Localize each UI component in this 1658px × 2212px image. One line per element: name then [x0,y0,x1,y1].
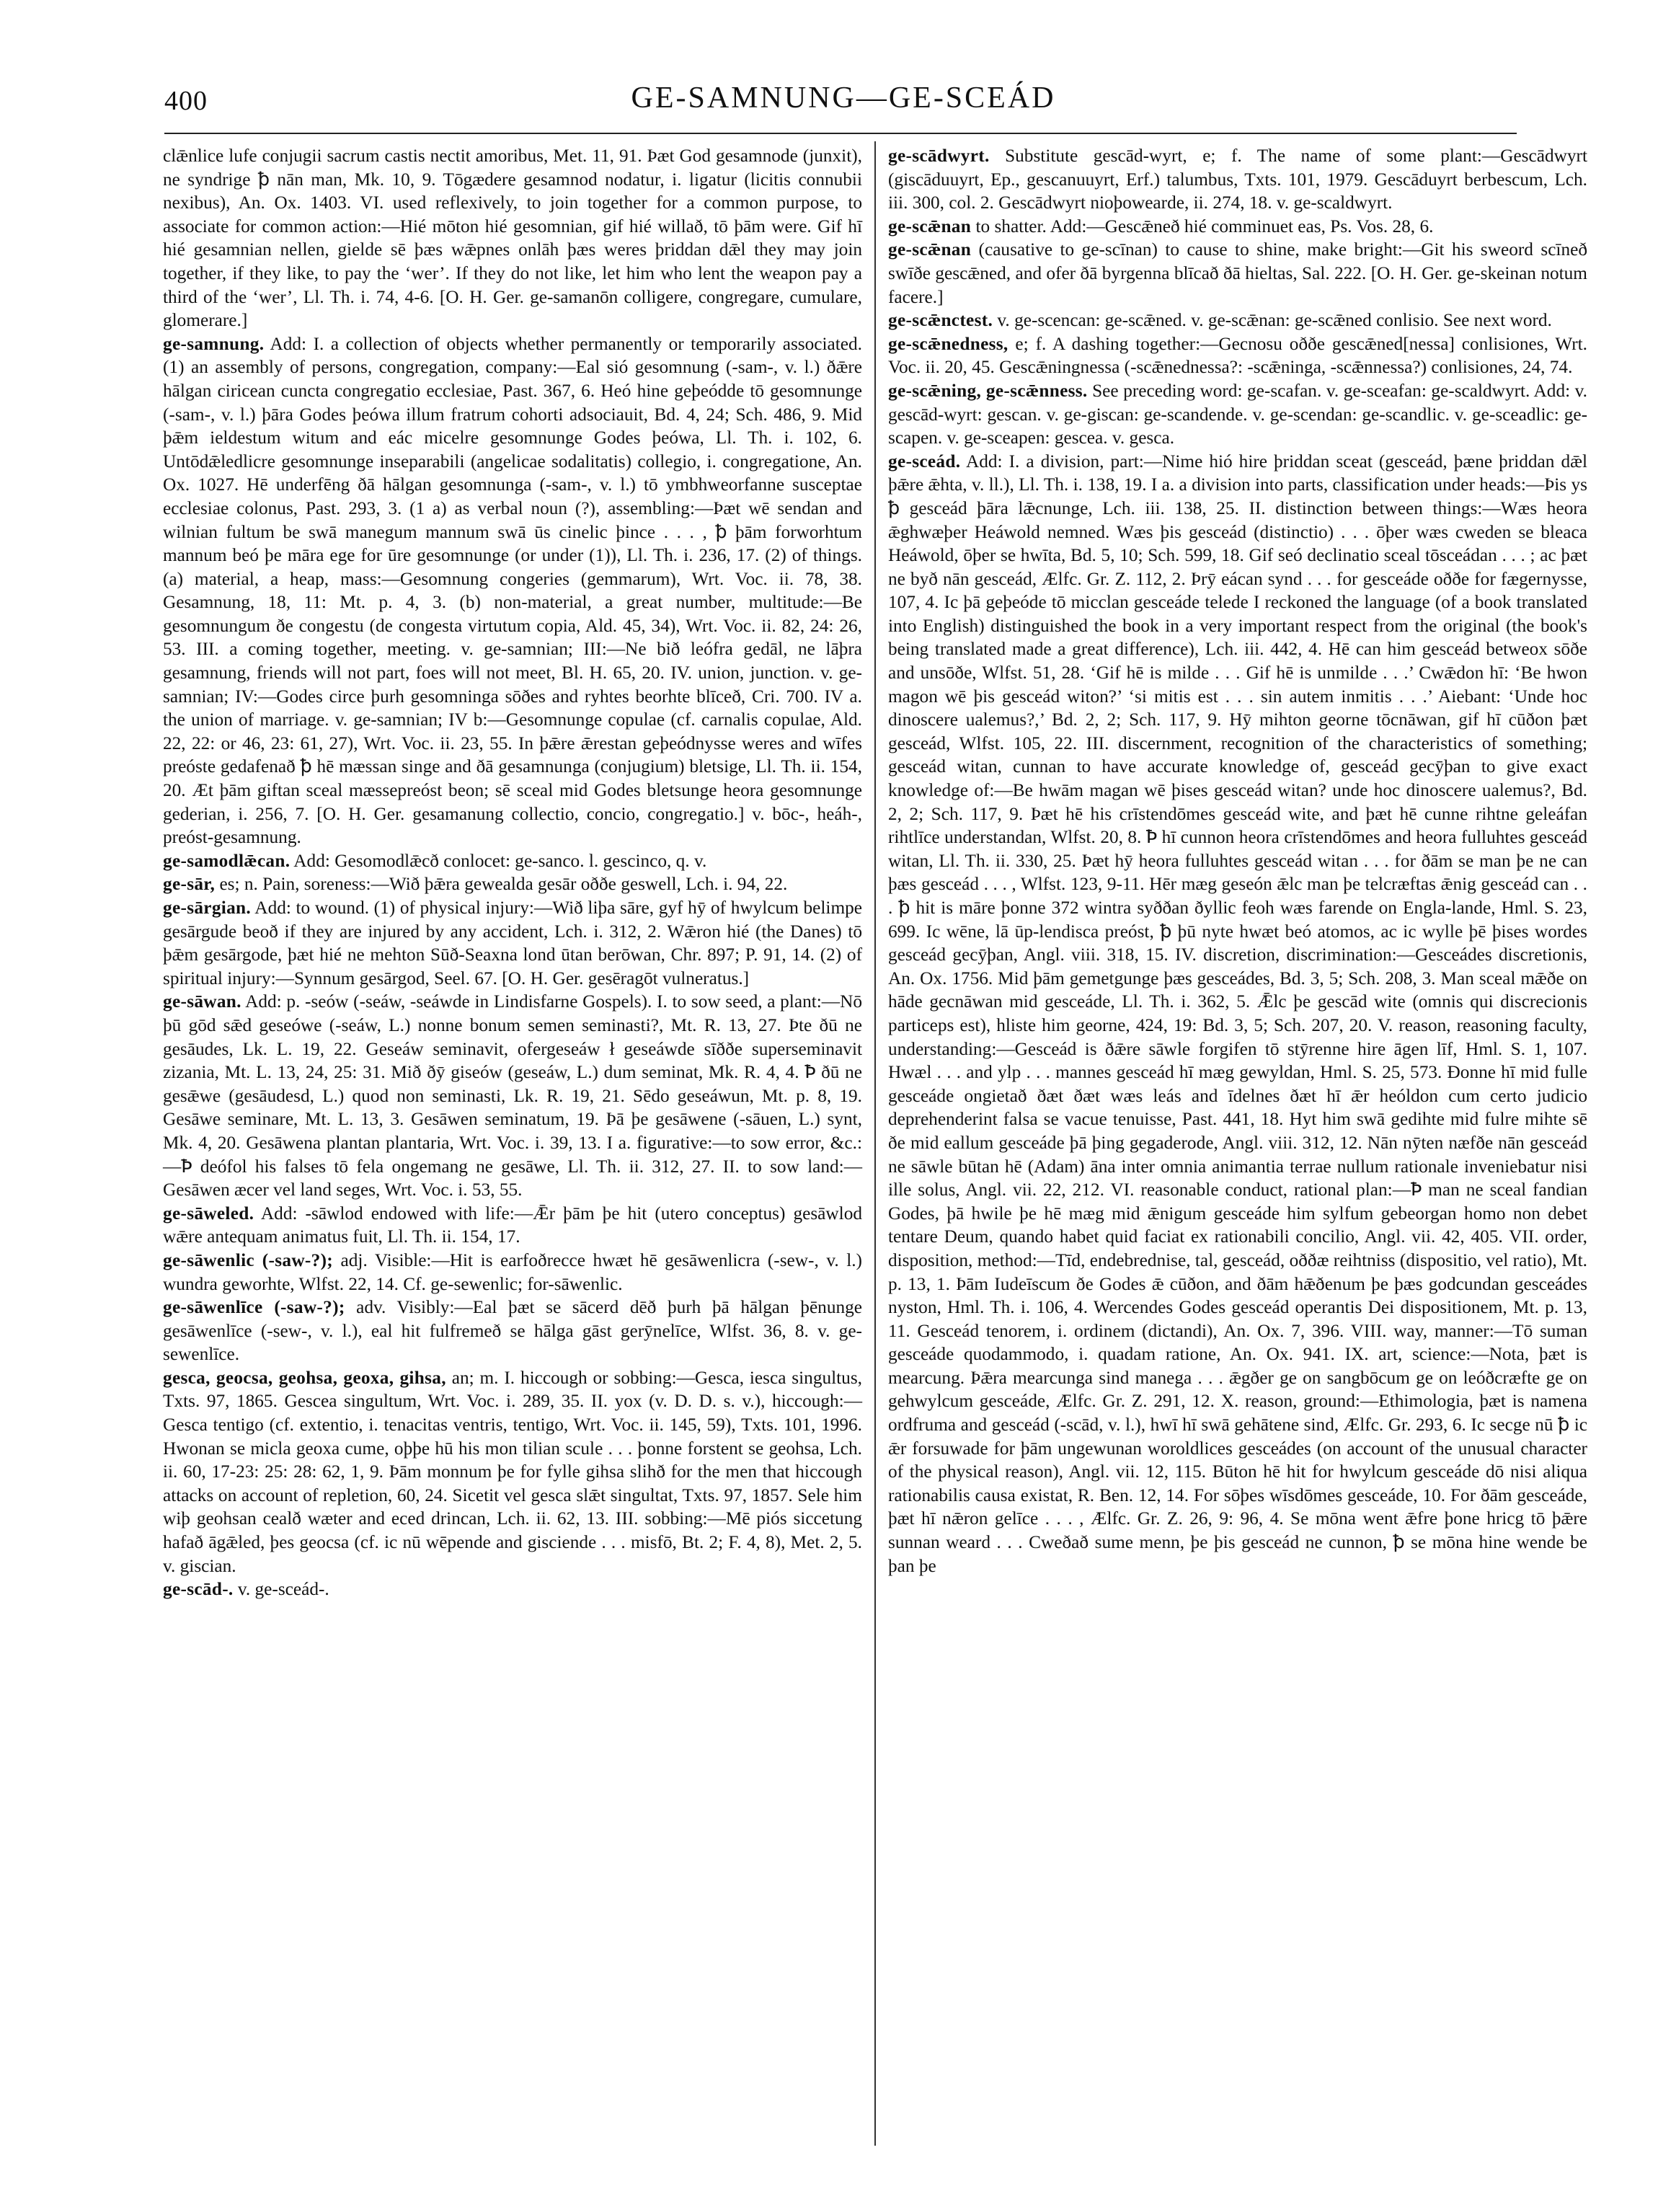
entry-headword: ge-scǣnedness, [888,333,1008,354]
entry-text: Add: I. a collection of objects whether permanently or temporarily associated. (1) an assembly of persons, congregation, company:—Eal sió gesomnung (-sam-, v. l.) ðǣre hālgan ciricean cuncta congregatio ecclesiae, Past. 367, 6. Heó hine geþeódde tō gesomnunge (-sam-, v. l.) þāra Godes þeówa illum fratrum cohorti adsociauit, Bd. 4, 24; Sch. 486, 9. Mid þǣm ieldestum witum and eác micelre gesomnunge Godes þeówa, Ll. Th. i. 102, 6. Untōdǣledlicre gesomnunge inseparabili (angelicae sodalitatis) collegio, i. congregatione, An. Ox. 1027. Hē underfēng ðā hālgan gesomnunga (-sam-, v. l.) tō ymbhweorfanne susceptae ecclesiae colonus, Past. 293, 3. (1 a) as verbal noun (?), assembling:—Þæt wē sendan and wilnian fultum be swā manegum mannum swā ūs cinelic þince . . . , ꝥ þām forworhtum mannum beó þe māra ege for ūre gesomnunge (or under (1)), Ll. Th. i. 236, 17. (2) of things. (a) material, a heap, mass:—Gesomnung congeries (gemmarum), Wrt. Voc. ii. 78, 38. Gesamnung, 18, 11: Mt. p. 4, 3. (b) non-material, a great number, multitude:—Be gesomnungum ðe congestu (de congesta virtutum copia, Ald. 45, 34), Wrt. Voc. ii. 82, 24: 26, 53. III. a coming together, meeting. v. ge-samnian; III:—Ne bið leófra gedāl, ne lāþra gesamnung, friends will not part, foes will not meet, Bl. H. 65, 20. IV. union, junction. v. ge-samnian; IV:—Godes circe þurh gesomninga sōðes and ryhtes beorhte blīceð, Cri. 700. IV a. the union of marriage. v. ge-samnian; IV b:—Gesomnunge copulae (cf. carnalis copulae, Ald. 22, 22: or 46, 23: 61, 27), Wrt. Voc. ii. 23, 55. In þǣre ǣrestan geþeódnysse weres and wīfes preóste gedafenað ꝥ hē mæssan singe and ðā gesamnunga (conjugium) bletsige, Ll. Th. ii. 154, 20. Æt þām giftan sceal mæssepreóst beon; sē sceal mid Godes bletsunge heora gesomnunge gederian, i. 256, 7. [O. H. Ger. gesamanung collectio, concio, congregatio.] v. bōc-, heáh-, preóst-gesamnung. [163,333,862,848]
dictionary-entry [163,849,862,873]
page-number: 400 [164,86,208,116]
dictionary-entry [888,332,1587,379]
entry-text: (causative to ge-scīnan) to cause to shine, make bright:—Git his sweord scīneð swīðe gescǣned, and ofer ðā byrgenna blīcað ðā hieltas, Sal. 222. [O. H. Ger. ge-skeinan notum facere.] [888,239,1587,307]
dictionary-entry [163,990,862,1201]
entry-text: Add: I. a division, part:—Nime hió hire þriddan sceat (gesceád, þæne þriddan dǣl þǣre ǣhta, v. ll.), Ll. Th. i. 138, 19. I a. a division into parts, classification under heads:—Þis ys ꝥ gesceád þāra lǣcnunge, Lch. iii. 138, 25. II. distinction between things:—Wæs heora ǣghwæþer Heáwold nemned. Wæs þis gesceád (distinctio) . . . ōþer wæs cweden se bleaca Heáwold, ōþer se hwīta, Bd. 5, 10; Sch. 599, 18. Gif seó declinatio sceal tōsceádan . . . ; ac þæt ne byð nān gesceád, Ælfc. Gr. Z. 112, 2. Þrȳ eácan synd . . . for gesceáde oððe for fægernysse, 107, 4. Ic þā geþeóde tō micclan gesceáde telede I reckoned the language (of a book translated into English) distinguished the book in a very important respect from the original (the book's being translated made a great difference), Lch. iii. 442, 4. Hē can him gesceád betweox sōðe and unsōðe, Wlfst. 51, 28. ‘Gif hē is milde . . . Gif hē is unmilde . . .’ Cwǣdon hī: ‘Be hwon magon wē þis gesceád witon?’ ‘si mitis est . . . sin autem inmitis . . .’ Aiebant: ‘Unde hoc dinoscere ualemus?,’ Bd. 2, 2; Sch. 117, 9. Hȳ mihton georne tōcnāwan, gif hī cūðon þæt gesceád, Wlfst. 105, 22. III. discernment, recognition of the characteristics of something; gesceád witan, cunnan to have accurate knowledge of, gesceád gecȳþan to give exact knowledge of:—Be hwām magan wē þises gesceád witan? unde hoc dinoscere ualemus?, Bd. 2, 2; Sch. 117, 9. Þæt hē his crīstendōmes gesceád wite, and þæt hē cunne rihtne geleáfan rihtlīce understandan, Wlfst. 20, 8. Ꝥ hī cunnon heora crīstendōmes and heora fulluhtes gesceád witan, Ll. Th. ii. 330, 25. Þæt hȳ heora fulluhtes gesceád witan . . . for ðām se man þe ne can þæs gesceád . . . , Wlfst. 123, 9-11. Hēr mæg geseón ǣlc man þe telcræftas ǣnig gesceád can . . . ꝥ hit is māre þonne 372 wintra syððan ðyllic feoh wæs farende on Engla-lande, Hml. S. 23, 699. Ic wēne, lā ūp-lendisca preóst, ꝥ þū nyte hwæt beó atomos, ac ic wylle þē þises wordes gesceád gecȳþan, Angl. viii. 318, 15. IV. discretion, discrimination:—Gesceádes discretionis, An. Ox. 1756. Mid þām gemetgunge þæs gesceádes, Bd. 3, 5; Sch. 208, 3. Man sceal mǣðe on hāde gecnāwan mid gesceáde, Ll. Th. i. 362, 5. Ǣlc þe gescād wite (omnis qui discrecionis particeps est), hliste him georne, 424, 19: Bd. 3, 5; Sch. 207, 20. V. reason, reasoning faculty, understanding:—Gesceád is ðǣre sāwle forgifen tō stȳrenne hire āgen līf, Hml. S. 1, 107. Hwæl . . . and ylp . . . mannes gesceád hī mæg gewyldan, Hml. S. 25, 573. Ðonne hī mid fulle gesceáde ongietað ðæt ðæt wæs leás and īdelnes ðæt hī ǣr heóldon cum certo judicio deprehenderint falsa se vacue tenuisse, Past. 441, 18. Hyt him swā gedihte mid fulre mihte sē ðe mid eallum gesceáde þā þing gegaderode, Angl. viii. 312, 12. Nān nȳten næfðe nān gesceád ne sāwle būtan hē (Adam) āna inter omnia animantia terrae nullum rationale inveniebatur nisi ille solus, Angl. vii. 22, 212. VI. reasonable conduct, rational plan:—Ꝥ man ne sceal fandian Godes, þā hwile þe hē mæg mid ǣnigum gesceáde him sylfum gebeorgan homo non debet tentare Deum, quando habet quid faciat ex rationabili concilio, Angl. vii. 42, 405. VII. order, disposition, method:—Tīd, endebrednise, tal, gesceád, oððæ reihtniss (dispositio, vel ratio), Mt. p. 13, 1. Þām Iudeīscum ðe Godes ǣ cūðon, and ðām hǣðenum þe þæs godcundan gesceádes nyston, Hml. Th. i. 106, 4. Wercendes Godes gesceád operantis Dei dispositionem, Mt. p. 13, 11. Gesceád tenorem, i. ordinem (dictandi), An. Ox. 7, 396. VIII. way, manner:—Tō suman gesceáde quodammodo, i. quadam ratione, An. Ox. 941. IX. art, science:—Nota, þæt is mearcung. Þǣra mearcunga sind manega . . . ǣgðer ge on sangbōcum ge on leóðcræfte ge on gehwylcum gesceáde, Ælfc. Gr. Z. 291, 12. X. reason, ground:—Ethimologia, þæt is namena ordfruma and gesceád (-scād, v. l.), hwī hī swā gehātene sind, Ælfc. Gr. 293, 6. Ic secge nū ꝥ ic ǣr forsuwade for þām ungewunan woroldlices gesceádes (on account of the unusual character of the physical reason), Angl. vii. 12, 115. Būton hē hit for hwylcum gesceáde dō nisi aliqua rationabilis causa existat, R. Ben. 12, 14. For sōþes wīsdōmes gesceáde, 10. For ðām gesceáde, þæt hī nǣron gelīce . . . , Ælfc. Gr. Z. 26, 9: 96, 4. Se mōna went ǣfre þone hricg tō þǣre sunnan weard . . . Cweðað sume menn, þe þis gesceád ne cunnon, ꝥ se mōna hine wende be þan þe [888,451,1587,1576]
entry-headword: ge-sceád. [888,451,961,472]
entry-text: e; f. A dashing together:—Gecnosu oððe gescǣned[nessa] conlisiones, Wrt. Voc. ii. 20, 45. Gescǣningnessa (-scǣnednessa?: -scǣninga, -scǣnnessa?) conlisiones, 24, 74. [888,333,1587,378]
entry-headword: ge-samodlǣcan. [163,850,291,871]
entry-headword: ge-scǣnan [888,216,972,236]
dictionary-entry [163,1296,862,1366]
entry-text: v. ge-scencan: ge-scǣned. v. ge-scǣnan: ge-scǣned conlisio. See next word. [993,310,1552,331]
dictionary-entry [163,144,862,332]
dictionary-entry [163,1202,862,1249]
entry-headword: ge-sāweled. [163,1203,254,1224]
dictionary-entry [888,309,1587,332]
column-divider [874,141,876,2146]
entry-text: Substitute gescād-wyrt, e; f. The name of some plant:—Gescādwyrt (giscāduuyrt, Ep., gescanuuyrt, Erf.) talumbus, Txts. 101, 1979. Gescāduyrt berbescum, Lch. iii. 300, col. 2. Gescādwyrt nioþoweardе, ii. 274, 18. v. ge-scaldwyrt. [888,146,1587,213]
dictionary-entry [163,1578,862,1601]
entry-headword: ge-scǣnctest. [888,310,993,331]
entry-text: See preceding word: ge-scafan. v. ge-sceafan: ge-scaldwyrt. Add: v. gescād-wyrt: gescan. v. ge-giscan: ge-scandende. v. ge-scendan: ge-scandlic. v. ge-sceadlic: ge-scapen. v. ge-sceapen: gescea. v. gesca. [888,380,1588,448]
left-column [163,144,862,1601]
dictionary-entry [163,332,862,849]
entry-text: an; m. I. hiccough or sobbing:—Gesca, iesca singultus, Txts. 97, 1865. Gescea singultum, Wrt. Voc. i. 289, 35. II. yox (v. D. D. s. v.), hiccough:—Gesca tentigo (cf. extentio, i. tenacitas ventris, tentigo, Wrt. Voc. ii. 145, 59), Txts. 101, 1996. Hwonan se micla geoxa cume, oþþe hū his mon tilian scule . . . þonne forstent se geohsa, Lch. ii. 60, 17-23: 25: 28: 62, 1, 9. Þām monnum þe for fylle gihsa slihð for the men that hiccough attacks on account of repletion, 60, 24. Sicetit vel gesca slǣt singultat, Txts. 97, 1857. Sele him wiþ geohsan cealð wæter and eced drincan, Lch. ii. 62, 13. III. sobbing:—Mē piós siccetung hafað āgǣled, þes geocsa (cf. ic nū wēpende and gisciende . . . misfō, Bt. 2; F. 4, 8), Met. 2, 5. v. giscian. [163,1367,862,1576]
entry-text: to shatter. Add:—Gescǣneð hié comminuet eas, Ps. Vos. 28, 6. [971,216,1434,236]
entry-headword: ge-sārgian. [163,898,252,918]
entry-headword: ge-sāwenlīce (-saw-?); [163,1297,345,1318]
dictionary-entry [888,144,1587,215]
header-rule [164,133,1517,134]
entry-text: v. ge-sceád-. [233,1579,329,1600]
entry-text: adj. Visible:—Hit is earfoðrecce hwæt hē gesāwenlicra (-sew-, v. l.) wundra geworhte, Wlfst. 22, 14. Cf. ge-sewenlic; for-sāwenlic. [163,1249,862,1294]
entry-headword: ge-scǣnan [888,239,972,260]
entry-headword: ge-scādwyrt. [888,146,990,166]
dictionary-entry [163,1366,862,1578]
entry-text: Add: Gesomodlǣcð conlocet: ge-sanco. l. gescinco, q. v. [290,850,707,871]
dictionary-entry [888,215,1587,239]
entry-headword: ge-scād-. [163,1579,234,1600]
running-head: GE-SAMNUNG—GE-SCEÁD [631,81,1056,115]
entry-headword: ge-sāwenlic (-saw-?); [163,1249,334,1270]
dictionary-entry [888,238,1587,309]
dictionary-entry [163,896,862,990]
page-header [0,0,1658,144]
right-column [888,144,1587,1578]
dictionary-entry [888,450,1587,1578]
entry-headword: ge-sār, [163,874,216,895]
entry-text: Add: -sāwlod endowed with life:—Ǣr þām þe hit (utero conceptus) gesāwlod wǣre antequam animatus fuit, Ll. Th. ii. 154, 17. [163,1203,862,1247]
entry-text: clǣnlice lufe conjugii sacrum castis nectit amoribus, Met. 11, 91. Þæt God gesamnode (junxit), ne syndrige ꝥ nān man, Mk. 10, 9. Tōgædere gesamnod nodatur, i. ligatur (licitis connubii nexibus), An. Ox. 1403. VI. used reflexively, to join together for a common purpose, to associate for common action:—Hié mōton hié gesomnian, gif hié willað, tō þām were. Gif hī hié gesamnian nellen, gielde sē þæs wǣpnes onlāh þæs weres þriddan dǣl they may join together, if they like, to pay the ‘wer’. If they do not like, let him who lent the weapon pay a third of the ‘wer’, Ll. Th. i. 74, 4-6. [O. H. Ger. ge-samanōn colligere, congregare, cumulare, glomerare.] [163,146,862,331]
entry-headword: gesca, geocsa, geohsa, geoxa, gihsa, [163,1367,446,1388]
dictionary-entry [163,872,862,896]
entry-text: adv. Visibly:—Eal þæt se sācerd dēð þurh þā hālgan þēnunge gesāwenlīce (-sew-, v. l.), eal hit fulfremeð se hālga gāst gerȳnelīce, Wlfst. 36, 8. v. ge-sewenlīce. [163,1297,862,1365]
entry-headword: ge-samnung. [163,333,265,354]
dictionary-entry [163,1249,862,1296]
entry-text: Add: p. -seów (-seáw, -seáwde in Lindisfarne Gospels). I. to sow seed, a plant:—Nō þū gōd sǣd geseówe (-seáw, L.) nonne bonum semen seminasti?, Mt. R. 13, 27. Þte ðū ne gesāudes, Lk. L. 19, 22. Geseáw seminavit, ofergeseáw ł geseáwde sīððe superseminavit zizania, Mt. L. 13, 24, 25: 31. Mið ðȳ giseów (geseáw, L.) dum seminat, Mk. R. 4, 4. Ꝥ ðū ne gesǣwe (gesāudesd, L.) quod non seminasti, Lk. R. 19, 21. Sēdo geseáwun, Mt. p. 8, 19. Gesāwe seminare, Mt. L. 13, 3. Gesāwen seminatum, 19. Þā þe gesāwene (-sāuen, L.) synt, Mk. 4, 20. Gesāwena plantan plantaria, Wrt. Voc. i. 39, 13. I a. figurative:—to sow error, &c.:—Ꝥ deófol his falses tō fela ongemang ne gesāwe, Ll. Th. ii. 312, 27. II. to sow land:—Gesāwen æcer vel land seges, Wrt. Voc. i. 53, 55. [163,991,862,1200]
entry-headword: ge-scǣning, ge-scǣnness. [888,380,1088,401]
dictionary-entry [888,379,1587,450]
entry-text: Add: to wound. (1) of physical injury:—Wið liþa sāre, gyf hȳ of hwylcum belimpe gesārgude beoð if they are injured by any accident, Lch. i. 312, 2. Wǣron hié (the Danes) tō þǣm gesārgode, þæt hié ne mehton Sūð-Seaxna lond ūtan berōwan, Chr. 897; P. 91, 14. (2) of spiritual injury:—Synnum gesārgod, Seel. 67. [O. H. Ger. gesēragōt vulneratus.] [163,898,862,988]
entry-headword: ge-sāwan. [163,991,241,1012]
entry-text: es; n. Pain, soreness:—Wið þǣra gewealda gesār oððe geswell, Lch. i. 94, 22. [215,874,788,895]
